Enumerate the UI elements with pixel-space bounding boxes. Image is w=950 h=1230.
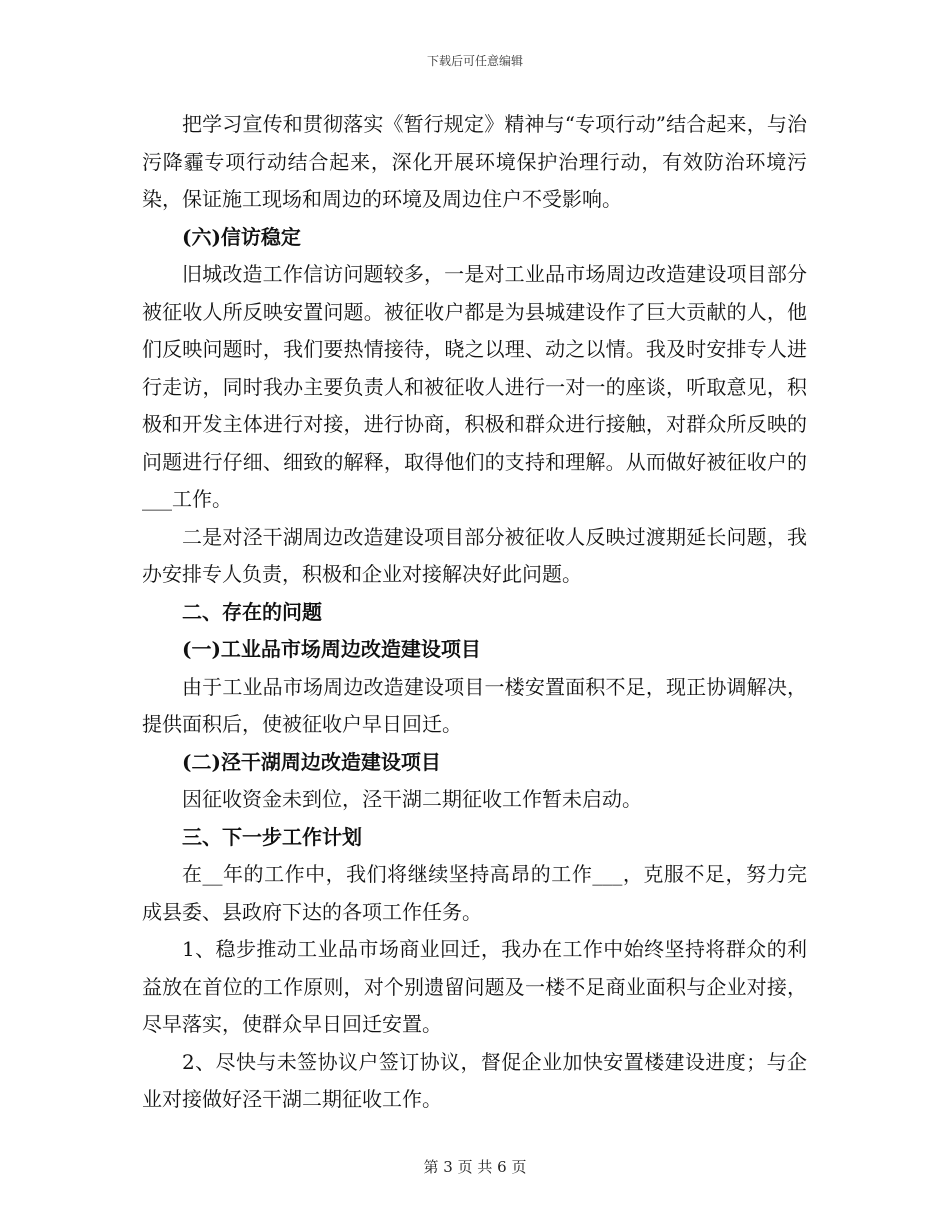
paragraph: 2、尽快与未签协议户签订协议，督促企业加快安置楼建设进度；与企业对接做好泾干湖二期征收工作。: [142, 1049, 807, 1111]
paragraph: 因征收资金未到位，泾干湖二期征收工作暂未启动。: [182, 787, 642, 811]
section-heading: 三、下一步工作计划: [182, 824, 362, 849]
section-heading: (六)信访稳定: [182, 224, 301, 249]
document-body: [142, 106, 807, 1119]
header-note: 下载后可任意编辑: [426, 54, 523, 68]
paragraph: 把学习宣传和贯彻落实《暂行规定》精神与“专项行动”结合起来，与治污降霾专项行动结合起来，深化开展环境保护治理行动，有效防治环境污染，保证施工现场和周边的环境及周边住户不受影响。: [142, 112, 807, 211]
section-heading: (二)泾干湖周边改造建设项目: [182, 749, 441, 774]
section-heading: (一)工业品市场周边改造建设项目: [182, 637, 481, 661]
section-heading: 二、存在的问题: [182, 599, 322, 624]
paragraph: 旧城改造工作信访问题较多，一是对工业品市场周边改造建设项目部分被征收人所反映安置问题。被征收户都是为县城建设作了巨大贡献的人，他们反映问题时，我们要热情接待，晓之以理、动之以情。我及时安排专人进行走访，同时我办主要负责人和被征收人进行一对一的座谈，听取意见，积极和开发主体进行对接，进行协商，积极和群众进行接触，对群众所反映的问题进行仔细、细致的解释，取得他们的支持和理解。从而做好被征收户的___工作。: [142, 262, 807, 511]
paragraph: 二是对泾干湖周边改造建设项目部分被征收人反映过渡期延长问题，我办安排专人负责，积极和企业对接解决好此问题。: [142, 524, 807, 586]
page-number: 第 3 页 共 6 页: [423, 1158, 527, 1176]
paragraph: 1、稳步推动工业品市场商业回迁，我办在工作中始终坚持将群众的利益放在首位的工作原则，对个别遗留问题及一楼不足商业面积与企业对接，尽早落实，使群众早日回迁安置。: [142, 937, 807, 1036]
paragraph: 由于工业品市场周边改造建设项目一楼安置面积不足，现正协调解决，提供面积后，使被征收户早日回迁。: [142, 674, 807, 736]
paragraph: 在__年的工作中，我们将继续坚持高昂的工作___，克服不足，努力完成县委、县政府下达的各项工作任务。: [142, 862, 807, 924]
